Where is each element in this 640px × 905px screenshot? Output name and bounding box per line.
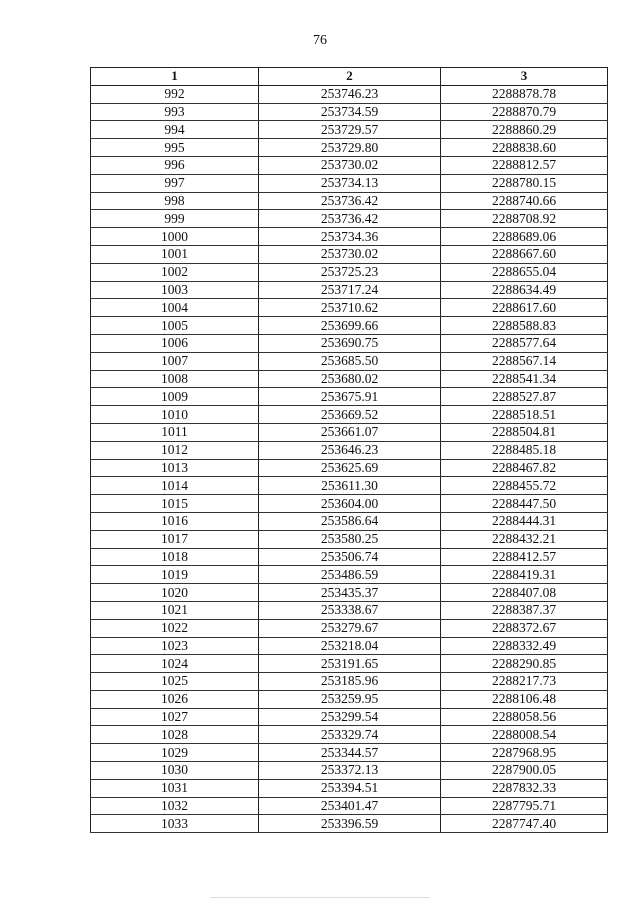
point-number-cell: 1012 [91,441,259,459]
point-number-cell: 1023 [91,637,259,655]
y-coordinate-cell: 2288634.49 [441,281,608,299]
x-coordinate-cell: 253729.57 [259,121,441,139]
y-coordinate-cell: 2287968.95 [441,744,608,762]
point-number-cell: 1021 [91,601,259,619]
table-row [91,619,608,637]
table-row [91,815,608,833]
table-row [91,584,608,602]
y-coordinate-cell: 2288432.21 [441,530,608,548]
point-number-cell: 1030 [91,762,259,780]
y-coordinate-cell: 2288617.60 [441,299,608,317]
column-header-1: 1 [91,68,259,86]
y-coordinate-cell: 2288467.82 [441,459,608,477]
x-coordinate-cell: 253486.59 [259,566,441,584]
table-row [91,263,608,281]
point-number-cell: 995 [91,139,259,157]
x-coordinate-cell: 253685.50 [259,352,441,370]
y-coordinate-cell: 2288577.64 [441,334,608,352]
x-coordinate-cell: 253396.59 [259,815,441,833]
point-number-cell: 1031 [91,779,259,797]
point-number-cell: 1004 [91,299,259,317]
x-coordinate-cell: 253394.51 [259,779,441,797]
x-coordinate-cell: 253699.66 [259,317,441,335]
y-coordinate-cell: 2288860.29 [441,121,608,139]
table-row [91,744,608,762]
point-number-cell: 998 [91,192,259,210]
point-number-cell: 1003 [91,281,259,299]
table-row [91,797,608,815]
x-coordinate-cell: 253586.64 [259,512,441,530]
column-header-2: 2 [259,68,441,86]
point-number-cell: 1027 [91,708,259,726]
x-coordinate-cell: 253338.67 [259,601,441,619]
table-body [91,85,608,832]
x-coordinate-cell: 253690.75 [259,334,441,352]
point-number-cell: 1015 [91,495,259,513]
x-coordinate-cell: 253669.52 [259,406,441,424]
y-coordinate-cell: 2288588.83 [441,317,608,335]
point-number-cell: 1009 [91,388,259,406]
x-coordinate-cell: 253580.25 [259,530,441,548]
table-row [91,655,608,673]
table-row [91,388,608,406]
y-coordinate-cell: 2288740.66 [441,192,608,210]
y-coordinate-cell: 2288419.31 [441,566,608,584]
y-coordinate-cell: 2288689.06 [441,228,608,246]
table-row [91,708,608,726]
y-coordinate-cell: 2288407.08 [441,584,608,602]
point-number-cell: 1010 [91,406,259,424]
table-row [91,85,608,103]
point-number-cell: 994 [91,121,259,139]
y-coordinate-cell: 2287832.33 [441,779,608,797]
table-row [91,495,608,513]
x-coordinate-cell: 253506.74 [259,548,441,566]
point-number-cell: 1016 [91,512,259,530]
x-coordinate-cell: 253746.23 [259,85,441,103]
point-number-cell: 1000 [91,228,259,246]
x-coordinate-cell: 253185.96 [259,673,441,691]
y-coordinate-cell: 2288217.73 [441,673,608,691]
y-coordinate-cell: 2288567.14 [441,352,608,370]
y-coordinate-cell: 2288878.78 [441,85,608,103]
table-row [91,174,608,192]
y-coordinate-cell: 2288504.81 [441,423,608,441]
x-coordinate-cell: 253646.23 [259,441,441,459]
table-row [91,406,608,424]
table-row [91,779,608,797]
table-row [91,192,608,210]
table-row [91,156,608,174]
table-row [91,762,608,780]
y-coordinate-cell: 2288372.67 [441,619,608,637]
point-number-cell: 1028 [91,726,259,744]
point-number-cell: 1029 [91,744,259,762]
point-number-cell: 1033 [91,815,259,833]
point-number-cell: 1007 [91,352,259,370]
y-coordinate-cell: 2288655.04 [441,263,608,281]
table-row [91,459,608,477]
y-coordinate-cell: 2288447.50 [441,495,608,513]
point-number-cell: 1011 [91,423,259,441]
y-coordinate-cell: 2288667.60 [441,245,608,263]
table-row [91,601,608,619]
table-row [91,477,608,495]
table-row [91,228,608,246]
x-coordinate-cell: 253729.80 [259,139,441,157]
table-row [91,210,608,228]
x-coordinate-cell: 253604.00 [259,495,441,513]
y-coordinate-cell: 2288780.15 [441,174,608,192]
y-coordinate-cell: 2288708.92 [441,210,608,228]
y-coordinate-cell: 2288008.54 [441,726,608,744]
point-number-cell: 993 [91,103,259,121]
table-row [91,690,608,708]
x-coordinate-cell: 253344.57 [259,744,441,762]
point-number-cell: 999 [91,210,259,228]
x-coordinate-cell: 253435.37 [259,584,441,602]
y-coordinate-cell: 2288332.49 [441,637,608,655]
x-coordinate-cell: 253725.23 [259,263,441,281]
x-coordinate-cell: 253730.02 [259,245,441,263]
point-number-cell: 1002 [91,263,259,281]
point-number-cell: 1014 [91,477,259,495]
point-number-cell: 992 [91,85,259,103]
x-coordinate-cell: 253734.59 [259,103,441,121]
point-number-cell: 1026 [91,690,259,708]
table-row [91,317,608,335]
y-coordinate-cell: 2288485.18 [441,441,608,459]
point-number-cell: 1019 [91,566,259,584]
x-coordinate-cell: 253680.02 [259,370,441,388]
table-row [91,566,608,584]
point-number-cell: 1032 [91,797,259,815]
table-row [91,121,608,139]
bottom-rule [210,897,430,898]
x-coordinate-cell: 253734.36 [259,228,441,246]
x-coordinate-cell: 253279.67 [259,619,441,637]
point-number-cell: 1001 [91,245,259,263]
table-row [91,245,608,263]
table-header [91,68,608,86]
y-coordinate-cell: 2288412.57 [441,548,608,566]
header-row [91,68,608,86]
y-coordinate-cell: 2287795.71 [441,797,608,815]
x-coordinate-cell: 253736.42 [259,192,441,210]
y-coordinate-cell: 2288455.72 [441,477,608,495]
table-row [91,103,608,121]
y-coordinate-cell: 2288058.56 [441,708,608,726]
table-row [91,352,608,370]
table-row [91,281,608,299]
table-row [91,370,608,388]
x-coordinate-cell: 253730.02 [259,156,441,174]
y-coordinate-cell: 2288518.51 [441,406,608,424]
point-number-cell: 1008 [91,370,259,388]
y-coordinate-cell: 2288541.34 [441,370,608,388]
table-row [91,441,608,459]
point-number-cell: 1020 [91,584,259,602]
table-row [91,673,608,691]
table-row [91,726,608,744]
table-row [91,530,608,548]
x-coordinate-cell: 253661.07 [259,423,441,441]
table-row [91,334,608,352]
table-row [91,548,608,566]
point-number-cell: 996 [91,156,259,174]
point-number-cell: 1005 [91,317,259,335]
point-number-cell: 1006 [91,334,259,352]
y-coordinate-cell: 2288290.85 [441,655,608,673]
x-coordinate-cell: 253611.30 [259,477,441,495]
y-coordinate-cell: 2288838.60 [441,139,608,157]
x-coordinate-cell: 253401.47 [259,797,441,815]
column-header-3: 3 [441,68,608,86]
x-coordinate-cell: 253736.42 [259,210,441,228]
x-coordinate-cell: 253191.65 [259,655,441,673]
point-number-cell: 997 [91,174,259,192]
point-number-cell: 1017 [91,530,259,548]
y-coordinate-cell: 2288444.31 [441,512,608,530]
point-number-cell: 1013 [91,459,259,477]
y-coordinate-cell: 2288387.37 [441,601,608,619]
point-number-cell: 1025 [91,673,259,691]
point-number-cell: 1018 [91,548,259,566]
table-row [91,299,608,317]
x-coordinate-cell: 253710.62 [259,299,441,317]
x-coordinate-cell: 253329.74 [259,726,441,744]
y-coordinate-cell: 2288106.48 [441,690,608,708]
x-coordinate-cell: 253717.24 [259,281,441,299]
point-number-cell: 1022 [91,619,259,637]
x-coordinate-cell: 253372.13 [259,762,441,780]
x-coordinate-cell: 253625.69 [259,459,441,477]
y-coordinate-cell: 2287747.40 [441,815,608,833]
x-coordinate-cell: 253259.95 [259,690,441,708]
coordinates-table [90,67,608,833]
point-number-cell: 1024 [91,655,259,673]
table-row [91,139,608,157]
table-row [91,512,608,530]
x-coordinate-cell: 253675.91 [259,388,441,406]
table-row [91,423,608,441]
y-coordinate-cell: 2288870.79 [441,103,608,121]
y-coordinate-cell: 2288527.87 [441,388,608,406]
y-coordinate-cell: 2288812.57 [441,156,608,174]
x-coordinate-cell: 253299.54 [259,708,441,726]
x-coordinate-cell: 253218.04 [259,637,441,655]
table-row [91,637,608,655]
x-coordinate-cell: 253734.13 [259,174,441,192]
y-coordinate-cell: 2287900.05 [441,762,608,780]
page-number: 76 [313,33,327,48]
